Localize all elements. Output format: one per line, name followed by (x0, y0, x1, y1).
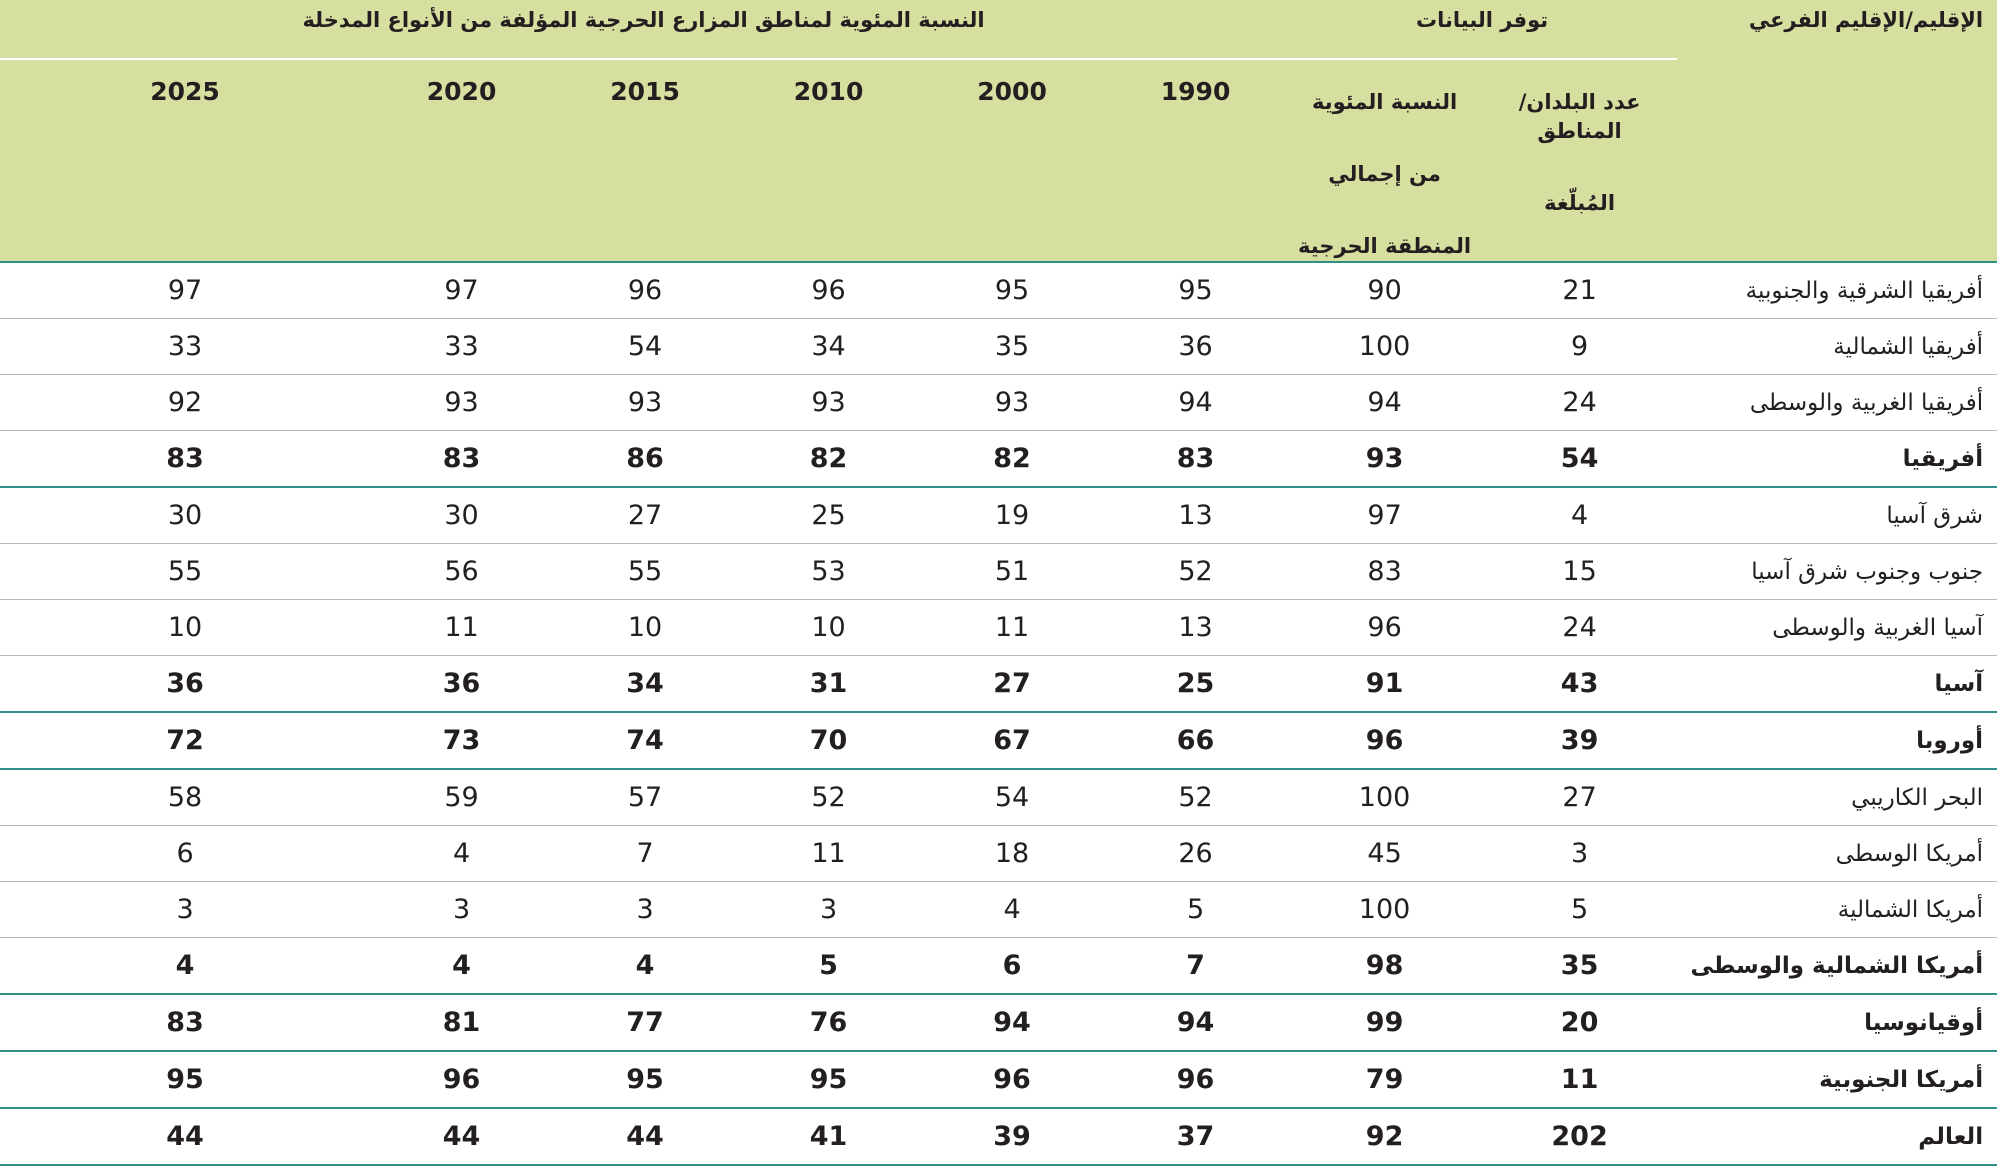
percent-value-cell: 66 (1104, 712, 1287, 769)
header-year-2010: 2010 (737, 59, 920, 262)
percent-value-cell: 55 (0, 544, 370, 600)
region-name-cell: أمريكا الجنوبية (1677, 1051, 1997, 1108)
percent-value-cell: 34 (737, 319, 920, 375)
region-name-cell: أوروبا (1677, 712, 1997, 769)
countries-reporting-cell: 202 (1482, 1108, 1677, 1165)
share-forest-area-cell: 45 (1287, 826, 1482, 882)
percent-value-cell: 58 (0, 769, 370, 826)
region-name-cell: جنوب وجنوب شرق آسيا (1677, 544, 1997, 600)
percent-value-cell: 96 (920, 1051, 1104, 1108)
percent-value-cell: 97 (370, 262, 553, 319)
percent-value-cell: 51 (920, 544, 1104, 600)
share-forest-area-cell: 91 (1287, 656, 1482, 713)
share-forest-area-cell: 93 (1287, 431, 1482, 488)
percent-value-cell: 36 (1104, 319, 1287, 375)
share-forest-area-cell: 92 (1287, 1108, 1482, 1165)
percent-value-cell: 94 (1104, 375, 1287, 431)
percent-value-cell: 10 (553, 600, 737, 656)
percent-value-cell: 57 (553, 769, 737, 826)
share-forest-area-cell: 99 (1287, 994, 1482, 1051)
share-forest-area-cell: 100 (1287, 319, 1482, 375)
percent-value-cell: 97 (0, 262, 370, 319)
percent-value-cell: 52 (1104, 769, 1287, 826)
percent-value-cell: 31 (737, 656, 920, 713)
percent-value-cell: 52 (1104, 544, 1287, 600)
percent-value-cell: 18 (920, 826, 1104, 882)
percent-value-cell: 94 (1104, 994, 1287, 1051)
percent-value-cell: 41 (737, 1108, 920, 1165)
table-row (0, 1108, 1997, 1165)
percent-value-cell: 26 (1104, 826, 1287, 882)
table-row (0, 431, 1997, 488)
header-year-1990: 1990 (1104, 59, 1287, 262)
region-name-cell: آسيا الغربية والوسطى (1677, 600, 1997, 656)
percent-value-cell: 11 (370, 600, 553, 656)
percent-value-cell: 34 (553, 656, 737, 713)
table-row (0, 938, 1997, 995)
region-name-cell: آسيا (1677, 656, 1997, 713)
percent-value-cell: 3 (0, 882, 370, 938)
percent-value-cell: 95 (920, 262, 1104, 319)
region-name-cell: أفريقيا الغربية والوسطى (1677, 375, 1997, 431)
header-percent-introduced: النسبة المئوية لمناطق المزارع الحرجية المؤلفة من الأنواع المدخلة (0, 0, 1287, 59)
share-forest-area-cell: 79 (1287, 1051, 1482, 1108)
header-row-groups (0, 0, 1997, 59)
percent-value-cell: 37 (1104, 1108, 1287, 1165)
region-name-cell: أمريكا الشمالية (1677, 882, 1997, 938)
region-name-cell: أمريكا الوسطى (1677, 826, 1997, 882)
percent-value-cell: 4 (920, 882, 1104, 938)
percent-value-cell: 3 (737, 882, 920, 938)
percent-value-cell: 30 (370, 487, 553, 544)
countries-reporting-cell: 4 (1482, 487, 1677, 544)
percent-value-cell: 93 (920, 375, 1104, 431)
table-row (0, 882, 1997, 938)
region-name-cell: أفريقيا (1677, 431, 1997, 488)
region-name-cell: أفريقيا الشمالية (1677, 319, 1997, 375)
percent-value-cell: 27 (920, 656, 1104, 713)
table-row (0, 1051, 1997, 1108)
percent-value-cell: 83 (0, 994, 370, 1051)
countries-reporting-cell: 21 (1482, 262, 1677, 319)
percent-value-cell: 19 (920, 487, 1104, 544)
table-row (0, 656, 1997, 713)
percent-value-cell: 86 (553, 431, 737, 488)
percent-value-cell: 3 (553, 882, 737, 938)
share-forest-area-cell: 83 (1287, 544, 1482, 600)
percent-value-cell: 74 (553, 712, 737, 769)
percent-value-cell: 83 (1104, 431, 1287, 488)
percent-value-cell: 36 (370, 656, 553, 713)
percent-value-cell: 53 (737, 544, 920, 600)
share-forest-area-cell: 98 (1287, 938, 1482, 995)
table-row (0, 544, 1997, 600)
percent-value-cell: 5 (1104, 882, 1287, 938)
percent-value-cell: 67 (920, 712, 1104, 769)
percent-value-cell: 96 (737, 262, 920, 319)
header-countries-reporting: عدد البلدان/المناطق المُبلّغة (1482, 59, 1677, 262)
percent-value-cell: 82 (737, 431, 920, 488)
percent-value-cell: 13 (1104, 487, 1287, 544)
header-region: الإقليم/الإقليم الفرعي (1677, 0, 1997, 262)
percent-value-cell: 11 (737, 826, 920, 882)
percent-value-cell: 95 (737, 1051, 920, 1108)
percent-value-cell: 35 (920, 319, 1104, 375)
countries-reporting-cell: 5 (1482, 882, 1677, 938)
percent-value-cell: 39 (920, 1108, 1104, 1165)
countries-reporting-cell: 39 (1482, 712, 1677, 769)
percent-value-cell: 92 (0, 375, 370, 431)
percent-value-cell: 4 (0, 938, 370, 995)
countries-reporting-cell: 11 (1482, 1051, 1677, 1108)
percent-value-cell: 96 (553, 262, 737, 319)
percent-value-cell: 96 (1104, 1051, 1287, 1108)
table-body (0, 262, 1997, 1165)
countries-reporting-cell: 35 (1482, 938, 1677, 995)
percent-value-cell: 55 (553, 544, 737, 600)
table-row (0, 826, 1997, 882)
percent-value-cell: 95 (553, 1051, 737, 1108)
header-year-2025: 2025 (0, 59, 370, 262)
percent-value-cell: 11 (920, 600, 1104, 656)
table-row (0, 487, 1997, 544)
percent-value-cell: 93 (737, 375, 920, 431)
percent-value-cell: 52 (737, 769, 920, 826)
countries-reporting-cell: 24 (1482, 600, 1677, 656)
percent-value-cell: 44 (553, 1108, 737, 1165)
percent-value-cell: 13 (1104, 600, 1287, 656)
percent-value-cell: 76 (737, 994, 920, 1051)
percent-value-cell: 25 (737, 487, 920, 544)
share-forest-area-cell: 90 (1287, 262, 1482, 319)
percent-value-cell: 25 (1104, 656, 1287, 713)
countries-reporting-cell: 9 (1482, 319, 1677, 375)
share-forest-area-cell: 100 (1287, 882, 1482, 938)
table-row (0, 769, 1997, 826)
header-share-forest-area: النسبة المئوية من إجمالي المنطقة الحرجية (1287, 59, 1482, 262)
region-name-cell: البحر الكاريبي (1677, 769, 1997, 826)
percent-value-cell: 93 (370, 375, 553, 431)
percent-value-cell: 10 (737, 600, 920, 656)
table-row (0, 600, 1997, 656)
percent-value-cell: 3 (370, 882, 553, 938)
share-forest-area-cell: 94 (1287, 375, 1482, 431)
percent-value-cell: 4 (370, 826, 553, 882)
percent-value-cell: 83 (370, 431, 553, 488)
percent-value-cell: 95 (1104, 262, 1287, 319)
percent-value-cell: 96 (370, 1051, 553, 1108)
percent-value-cell: 4 (553, 938, 737, 995)
percent-value-cell: 33 (0, 319, 370, 375)
countries-reporting-cell: 43 (1482, 656, 1677, 713)
countries-reporting-cell: 3 (1482, 826, 1677, 882)
table-row (0, 712, 1997, 769)
header-year-2000: 2000 (920, 59, 1104, 262)
countries-reporting-cell: 24 (1482, 375, 1677, 431)
percent-value-cell: 56 (370, 544, 553, 600)
percent-value-cell: 10 (0, 600, 370, 656)
percent-value-cell: 7 (553, 826, 737, 882)
header-year-2020: 2020 (370, 59, 553, 262)
region-name-cell: أمريكا الشمالية والوسطى (1677, 938, 1997, 995)
region-name-cell: شرق آسيا (1677, 487, 1997, 544)
region-name-cell: أوقيانوسيا (1677, 994, 1997, 1051)
percent-value-cell: 77 (553, 994, 737, 1051)
percent-value-cell: 33 (370, 319, 553, 375)
countries-reporting-cell: 27 (1482, 769, 1677, 826)
percent-value-cell: 36 (0, 656, 370, 713)
percent-value-cell: 83 (0, 431, 370, 488)
percent-value-cell: 7 (1104, 938, 1287, 995)
percent-value-cell: 44 (0, 1108, 370, 1165)
countries-reporting-cell: 20 (1482, 994, 1677, 1051)
header-year-2015: 2015 (553, 59, 737, 262)
percent-value-cell: 6 (920, 938, 1104, 995)
percent-value-cell: 54 (553, 319, 737, 375)
share-forest-area-cell: 96 (1287, 600, 1482, 656)
percent-value-cell: 59 (370, 769, 553, 826)
share-forest-area-cell: 96 (1287, 712, 1482, 769)
percent-value-cell: 82 (920, 431, 1104, 488)
table-row (0, 375, 1997, 431)
region-name-cell: العالم (1677, 1108, 1997, 1165)
percent-value-cell: 44 (370, 1108, 553, 1165)
percent-value-cell: 70 (737, 712, 920, 769)
header-data-availability: توفر البيانات (1287, 0, 1677, 59)
percent-value-cell: 5 (737, 938, 920, 995)
countries-reporting-cell: 54 (1482, 431, 1677, 488)
table-row (0, 262, 1997, 319)
percent-value-cell: 93 (553, 375, 737, 431)
percent-value-cell: 94 (920, 994, 1104, 1051)
percent-value-cell: 72 (0, 712, 370, 769)
percent-value-cell: 95 (0, 1051, 370, 1108)
share-forest-area-cell: 97 (1287, 487, 1482, 544)
percent-value-cell: 73 (370, 712, 553, 769)
region-name-cell: أفريقيا الشرقية والجنوبية (1677, 262, 1997, 319)
share-forest-area-cell: 100 (1287, 769, 1482, 826)
countries-reporting-cell: 15 (1482, 544, 1677, 600)
percent-value-cell: 30 (0, 487, 370, 544)
percent-value-cell: 4 (370, 938, 553, 995)
percent-value-cell: 6 (0, 826, 370, 882)
table-row (0, 994, 1997, 1051)
percent-value-cell: 54 (920, 769, 1104, 826)
percent-value-cell: 27 (553, 487, 737, 544)
table-row (0, 319, 1997, 375)
percent-value-cell: 81 (370, 994, 553, 1051)
